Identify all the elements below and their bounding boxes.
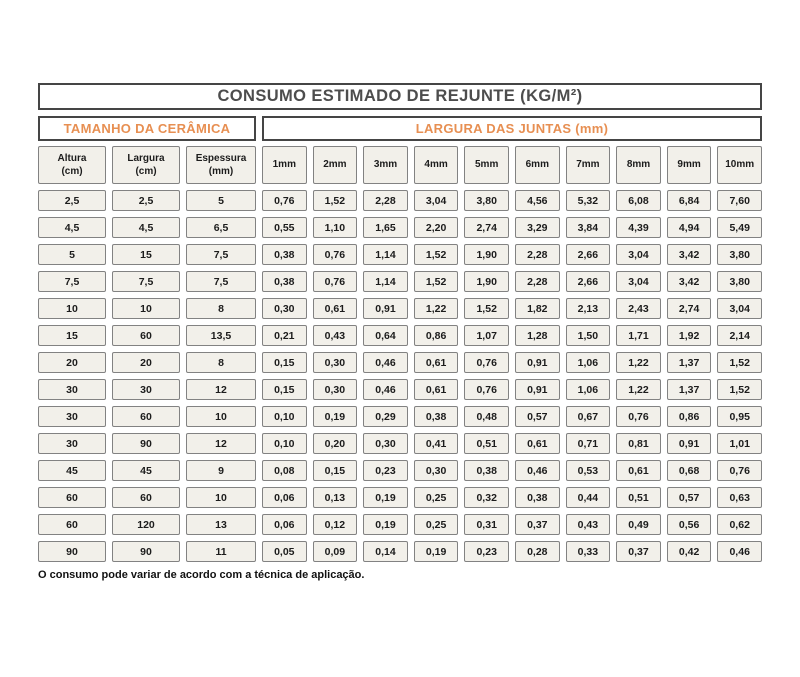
table-row — [38, 541, 762, 562]
consumption-cell: 0,38 — [262, 271, 307, 292]
consumption-cell: 0,46 — [515, 460, 560, 481]
consumption-cell: 0,76 — [616, 406, 661, 427]
consumption-cell: 2,74 — [667, 298, 712, 319]
consumption-cell: 0,15 — [313, 460, 358, 481]
consumption-cell: 0,51 — [464, 433, 509, 454]
consumption-cell: 0,08 — [262, 460, 307, 481]
consumption-cell: 0,13 — [313, 487, 358, 508]
consumption-cell: 0,44 — [566, 487, 611, 508]
consumption-cell: 0,23 — [363, 460, 408, 481]
consumption-cell: 1,10 — [313, 217, 358, 238]
consumption-cell: 5,32 — [566, 190, 611, 211]
consumption-cell: 0,62 — [717, 514, 762, 535]
size-cell: 30 — [112, 379, 180, 400]
consumption-cell: 0,06 — [262, 514, 307, 535]
consumption-cell: 2,66 — [566, 244, 611, 265]
size-cell: 7,5 — [186, 271, 256, 292]
column-header-9mm: 9mm — [667, 146, 712, 184]
size-cell: 10 — [112, 298, 180, 319]
column-header-5mm: 5mm — [464, 146, 509, 184]
consumption-cell: 5,49 — [717, 217, 762, 238]
consumption-cell: 1,52 — [717, 379, 762, 400]
grout-consumption-sheet — [38, 83, 762, 581]
consumption-cell: 0,91 — [515, 352, 560, 373]
size-cell: 30 — [38, 379, 106, 400]
consumption-cell: 0,46 — [363, 379, 408, 400]
consumption-cell: 0,81 — [616, 433, 661, 454]
consumption-cell: 0,19 — [313, 406, 358, 427]
consumption-cell: 0,38 — [262, 244, 307, 265]
consumption-cell: 1,50 — [566, 325, 611, 346]
consumption-cell: 1,82 — [515, 298, 560, 319]
consumption-cell: 0,32 — [464, 487, 509, 508]
consumption-cell: 3,04 — [616, 244, 661, 265]
consumption-cell: 1,07 — [464, 325, 509, 346]
consumption-cell: 0,43 — [566, 514, 611, 535]
consumption-cell: 0,76 — [262, 190, 307, 211]
consumption-cell: 1,92 — [667, 325, 712, 346]
size-cell: 13,5 — [186, 325, 256, 346]
consumption-cell: 0,68 — [667, 460, 712, 481]
size-cell: 120 — [112, 514, 180, 535]
consumption-cell: 0,05 — [262, 541, 307, 562]
consumption-cell: 0,38 — [515, 487, 560, 508]
consumption-cell: 0,10 — [262, 406, 307, 427]
size-cell: 45 — [38, 460, 106, 481]
consumption-cell: 0,86 — [667, 406, 712, 427]
size-cell: 45 — [112, 460, 180, 481]
consumption-cell: 0,61 — [616, 460, 661, 481]
consumption-cell: 0,19 — [363, 487, 408, 508]
consumption-cell: 0,15 — [262, 379, 307, 400]
consumption-cell: 3,80 — [717, 271, 762, 292]
size-cell: 7,5 — [186, 244, 256, 265]
section-ceramic-size: TAMANHO DA CERÂMICA — [38, 116, 256, 141]
consumption-cell: 0,38 — [464, 460, 509, 481]
consumption-cell: 0,76 — [717, 460, 762, 481]
consumption-cell: 0,30 — [313, 379, 358, 400]
size-cell: 10 — [38, 298, 106, 319]
size-cell: 2,5 — [112, 190, 180, 211]
column-header-1mm: 1mm — [262, 146, 307, 184]
consumption-cell: 2,66 — [566, 271, 611, 292]
table-row — [38, 379, 762, 400]
consumption-cell: 0,19 — [414, 541, 459, 562]
consumption-cell: 6,08 — [616, 190, 661, 211]
consumption-cell: 3,04 — [616, 271, 661, 292]
consumption-cell: 0,19 — [363, 514, 408, 535]
consumption-cell: 2,13 — [566, 298, 611, 319]
size-cell: 11 — [186, 541, 256, 562]
column-header-6mm: 6mm — [515, 146, 560, 184]
size-cell: 10 — [186, 406, 256, 427]
consumption-cell: 0,10 — [262, 433, 307, 454]
consumption-cell: 0,42 — [667, 541, 712, 562]
consumption-cell: 6,84 — [667, 190, 712, 211]
table-body — [38, 190, 762, 562]
column-header-8mm: 8mm — [616, 146, 661, 184]
consumption-cell: 2,28 — [515, 244, 560, 265]
table-row — [38, 487, 762, 508]
consumption-cell: 0,51 — [616, 487, 661, 508]
consumption-cell: 1,37 — [667, 352, 712, 373]
page-title: CONSUMO ESTIMADO DE REJUNTE (KG/M²) — [217, 87, 583, 105]
size-cell: 15 — [112, 244, 180, 265]
consumption-cell: 0,61 — [414, 379, 459, 400]
table-row — [38, 271, 762, 292]
consumption-cell: 0,76 — [464, 352, 509, 373]
consumption-cell: 2,28 — [515, 271, 560, 292]
consumption-cell: 7,60 — [717, 190, 762, 211]
consumption-cell: 0,46 — [363, 352, 408, 373]
size-cell: 60 — [38, 487, 106, 508]
consumption-cell: 1,06 — [566, 379, 611, 400]
consumption-cell: 3,29 — [515, 217, 560, 238]
consumption-cell: 0,67 — [566, 406, 611, 427]
consumption-cell: 3,04 — [717, 298, 762, 319]
size-cell: 12 — [186, 379, 256, 400]
consumption-cell: 1,37 — [667, 379, 712, 400]
column-header-espessura: Espessura (mm) — [186, 146, 256, 184]
consumption-cell: 2,43 — [616, 298, 661, 319]
consumption-cell: 1,52 — [464, 298, 509, 319]
consumption-cell: 0,12 — [313, 514, 358, 535]
consumption-cell: 0,43 — [313, 325, 358, 346]
consumption-cell: 3,42 — [667, 244, 712, 265]
table-row — [38, 325, 762, 346]
consumption-cell: 0,48 — [464, 406, 509, 427]
consumption-cell: 0,57 — [667, 487, 712, 508]
consumption-cell: 0,30 — [414, 460, 459, 481]
table-row — [38, 217, 762, 238]
size-cell: 90 — [112, 541, 180, 562]
consumption-cell: 0,91 — [515, 379, 560, 400]
consumption-cell: 0,09 — [313, 541, 358, 562]
consumption-cell: 0,91 — [363, 298, 408, 319]
size-cell: 12 — [186, 433, 256, 454]
size-cell: 20 — [38, 352, 106, 373]
consumption-cell: 0,61 — [414, 352, 459, 373]
consumption-cell: 1,90 — [464, 244, 509, 265]
column-header-2mm: 2mm — [313, 146, 358, 184]
consumption-cell: 0,76 — [464, 379, 509, 400]
column-header-row — [38, 146, 762, 184]
consumption-cell: 1,14 — [363, 244, 408, 265]
size-cell: 30 — [38, 406, 106, 427]
table-row — [38, 352, 762, 373]
consumption-cell: 0,61 — [313, 298, 358, 319]
consumption-cell: 0,25 — [414, 487, 459, 508]
consumption-cell: 2,28 — [363, 190, 408, 211]
consumption-cell: 1,52 — [414, 271, 459, 292]
table-row — [38, 514, 762, 535]
size-cell: 60 — [38, 514, 106, 535]
size-cell: 90 — [112, 433, 180, 454]
consumption-cell: 0,14 — [363, 541, 408, 562]
consumption-cell: 0,20 — [313, 433, 358, 454]
consumption-cell: 0,76 — [313, 271, 358, 292]
size-cell: 30 — [38, 433, 106, 454]
consumption-cell: 1,06 — [566, 352, 611, 373]
consumption-cell: 1,22 — [616, 352, 661, 373]
consumption-cell: 3,04 — [414, 190, 459, 211]
size-cell: 5 — [38, 244, 106, 265]
consumption-cell: 0,56 — [667, 514, 712, 535]
consumption-cell: 2,20 — [414, 217, 459, 238]
consumption-cell: 2,74 — [464, 217, 509, 238]
consumption-cell: 1,52 — [414, 244, 459, 265]
footnote: O consumo pode variar de acordo com a técnica de aplicação. — [38, 569, 365, 581]
table-row — [38, 406, 762, 427]
consumption-cell: 0,30 — [313, 352, 358, 373]
size-cell: 90 — [38, 541, 106, 562]
table-row — [38, 433, 762, 454]
section-joint-width: LARGURA DAS JUNTAS (mm) — [262, 116, 762, 141]
size-cell: 7,5 — [112, 271, 180, 292]
consumption-cell: 2,14 — [717, 325, 762, 346]
size-cell: 60 — [112, 406, 180, 427]
consumption-cell: 0,95 — [717, 406, 762, 427]
consumption-cell: 3,42 — [667, 271, 712, 292]
consumption-cell: 0,15 — [262, 352, 307, 373]
size-cell: 15 — [38, 325, 106, 346]
size-cell: 8 — [186, 352, 256, 373]
size-cell: 60 — [112, 325, 180, 346]
consumption-cell: 4,94 — [667, 217, 712, 238]
consumption-cell: 0,31 — [464, 514, 509, 535]
consumption-cell: 3,80 — [717, 244, 762, 265]
title-box — [38, 83, 762, 110]
table-row — [38, 298, 762, 319]
consumption-cell: 0,37 — [515, 514, 560, 535]
consumption-cell: 0,28 — [515, 541, 560, 562]
size-cell: 5 — [186, 190, 256, 211]
size-cell: 4,5 — [112, 217, 180, 238]
consumption-cell: 1,65 — [363, 217, 408, 238]
consumption-cell: 0,38 — [414, 406, 459, 427]
section-header-row — [38, 116, 762, 141]
consumption-cell: 1,52 — [717, 352, 762, 373]
consumption-cell: 3,80 — [464, 190, 509, 211]
consumption-cell: 0,55 — [262, 217, 307, 238]
consumption-cell: 4,39 — [616, 217, 661, 238]
size-cell: 6,5 — [186, 217, 256, 238]
consumption-cell: 0,63 — [717, 487, 762, 508]
consumption-cell: 1,14 — [363, 271, 408, 292]
size-cell: 2,5 — [38, 190, 106, 211]
consumption-cell: 0,30 — [262, 298, 307, 319]
consumption-cell: 0,06 — [262, 487, 307, 508]
consumption-cell: 0,23 — [464, 541, 509, 562]
column-header-10mm: 10mm — [717, 146, 762, 184]
table-row — [38, 190, 762, 211]
consumption-cell: 0,64 — [363, 325, 408, 346]
consumption-cell: 0,46 — [717, 541, 762, 562]
consumption-cell: 0,30 — [363, 433, 408, 454]
column-header-7mm: 7mm — [566, 146, 611, 184]
consumption-cell: 1,22 — [616, 379, 661, 400]
size-cell: 8 — [186, 298, 256, 319]
consumption-cell: 0,33 — [566, 541, 611, 562]
consumption-cell: 1,01 — [717, 433, 762, 454]
size-cell: 7,5 — [38, 271, 106, 292]
consumption-cell: 0,86 — [414, 325, 459, 346]
consumption-cell: 1,90 — [464, 271, 509, 292]
consumption-cell: 0,25 — [414, 514, 459, 535]
column-header-altura: Altura (cm) — [38, 146, 106, 184]
consumption-cell: 4,56 — [515, 190, 560, 211]
size-cell: 60 — [112, 487, 180, 508]
size-cell: 13 — [186, 514, 256, 535]
consumption-cell: 0,41 — [414, 433, 459, 454]
column-header-3mm: 3mm — [363, 146, 408, 184]
consumption-cell: 0,49 — [616, 514, 661, 535]
consumption-cell: 0,53 — [566, 460, 611, 481]
table-row — [38, 460, 762, 481]
column-header-largura: Largura (cm) — [112, 146, 180, 184]
consumption-cell: 1,22 — [414, 298, 459, 319]
consumption-cell: 0,21 — [262, 325, 307, 346]
consumption-cell: 1,52 — [313, 190, 358, 211]
consumption-cell: 0,61 — [515, 433, 560, 454]
consumption-cell: 0,76 — [313, 244, 358, 265]
consumption-cell: 0,57 — [515, 406, 560, 427]
size-cell: 10 — [186, 487, 256, 508]
consumption-cell: 1,71 — [616, 325, 661, 346]
consumption-cell: 1,28 — [515, 325, 560, 346]
consumption-cell: 3,84 — [566, 217, 611, 238]
consumption-cell: 0,37 — [616, 541, 661, 562]
consumption-cell: 0,91 — [667, 433, 712, 454]
size-cell: 9 — [186, 460, 256, 481]
size-cell: 20 — [112, 352, 180, 373]
size-cell: 4,5 — [38, 217, 106, 238]
consumption-cell: 0,29 — [363, 406, 408, 427]
column-header-4mm: 4mm — [414, 146, 459, 184]
consumption-cell: 0,71 — [566, 433, 611, 454]
table-row — [38, 244, 762, 265]
